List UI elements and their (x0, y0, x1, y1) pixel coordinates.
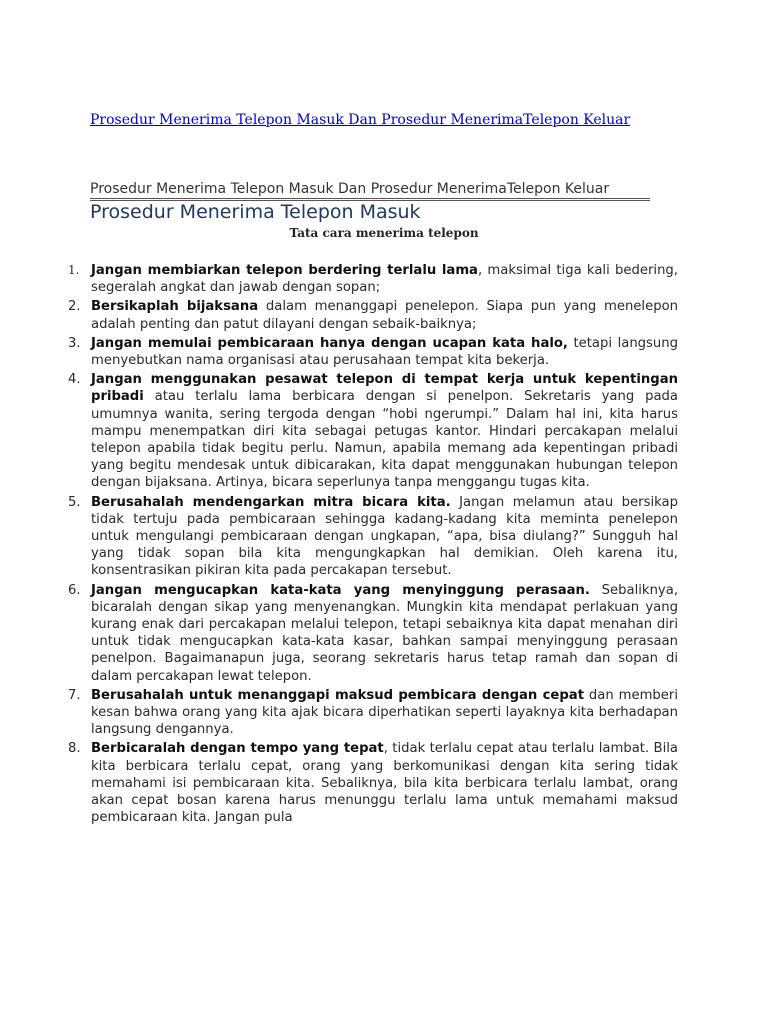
list-item-number: 5. (68, 494, 81, 510)
list-item (68, 371, 678, 491)
list-item-text: , tidak terlalu cepat atau terlalu lambat. Bila kita berbicara terlalu cepat, orang yang berkomunikasi dengan kita sering tidak memahami isi pembicaraan kita. Sebaliknya, bila kita berbicara terlalu lambat, orang akan cepat bosan karena harus menunggu terlalu lama untuk memahami maksud pembicaraan kita. Jangan pula (91, 741, 678, 826)
list-item-text: atau terlalu lama berbicara dengan si penelpon. Sekretaris yang pada umumnya wanita, sering tergoda dengan “hobi ngerumpi.” Dalam hal ini, kita harus mampu menempatkan diri kita sebagai petugas kantor. Hindari percakapan melalui telepon apabila tidak begitu perlu. Namun, apabila memang ada kepentingan pribadi yang begitu mendesak untuk dibicarakan, kita dapat menggunakan hubungan telepon dengan bijaksana. Artinya, bicara seperlunya tanpa menggangu tugas kita. (91, 389, 678, 491)
list-item-lead: Berbicaralah dengan tempo yang tepat (91, 741, 384, 757)
list-item-number: 1. (68, 263, 80, 277)
list-item-text: Sebaliknya, bicaralah dengan sikap yang menyenangkan. Mungkin kita mendapat perlakuan yang kurang enak dari percakapan melalui telepon, tetapi sebaiknya kita dapat menahan diri untuk tidak mengucapkan kata-kata kasar, bahkan sampai menyinggung perasaan penelpon. Bagaimanapun juga, seorang sekretaris harus tetap ramah dan sopan di dalam percakapan lewat telepon. (91, 582, 679, 684)
list-item-lead: Jangan memulai pembicaraan hanya dengan ucapan kata halo, (91, 335, 568, 351)
list-item (68, 262, 678, 296)
list-item-lead: Jangan membiarkan telepon berdering terlalu lama (91, 263, 478, 278)
section-heading: Prosedur Menerima Telepon Masuk (90, 201, 421, 223)
list-item-lead: Bersikaplah bijaksana (91, 299, 259, 315)
list-item (68, 740, 678, 826)
list-item-number: 4. (68, 372, 81, 388)
list-item-text: dan memberi kesan bahwa orang yang kita ajak bicara diperhatikan seperti layaknya kita berhadapan langsung dengannya. (91, 687, 678, 738)
list-item-number: 2. (68, 299, 81, 315)
list-item (68, 494, 678, 580)
list-item-text: Jangan melamun atau bersikap tidak tertuju pada pembicaraan sehingga kadang-kadang kita meminta penelepon untuk mengulangi pembicaraan dengan ungkapan, “apa, bisa diulang?” Sungguh hal yang tidak sopan bila kita mengungkapkan hal demikian. Oleh karena itu, konsentrasikan pikiran kita pada percakapan tersebut. (91, 494, 678, 579)
list-item (68, 582, 678, 685)
list-item-text: tetapi langsung menyebutkan nama organisasi atau perusahaan tempat kita bekerja. (91, 335, 679, 369)
list-item-text: dalam menanggapi penelepon. Siapa pun yang menelepon adalah penting dan patut dilayani dengan sebaik-baiknya; (91, 299, 678, 332)
post-title: Prosedur Menerima Telepon Masuk Dan Prosedur MenerimaTelepon Keluar (90, 181, 650, 201)
list-item-lead: Berusahalah mendengarkan mitra bicara kita. (91, 494, 451, 510)
list-item-number: 3. (68, 335, 81, 351)
list-item (68, 687, 678, 739)
list-item-number: 7. (68, 687, 81, 703)
document-title-link[interactable]: Prosedur Menerima Telepon Masuk Dan Prosedur MenerimaTelepon Keluar (90, 112, 631, 128)
list-item-lead: Jangan mengucapkan kata-kata yang menyinggung perasaan. (91, 582, 590, 598)
list-item (68, 335, 678, 369)
sub-heading: Tata cara menerima telepon (289, 226, 479, 240)
list-item-lead: Jangan menggunakan pesawat telepon di tempat kerja untuk kepentingan pribadi (91, 372, 678, 405)
list-item-lead: Berusahalah untuk menanggapi maksud pembicara dengan cepat (91, 687, 585, 703)
list-item-number: 8. (68, 741, 81, 757)
list-item-text: , maksimal tiga kali bedering, segeralah angkat dan jawab dengan sopan; (91, 263, 678, 296)
procedure-list (68, 262, 678, 829)
list-item-number: 6. (68, 582, 81, 598)
list-item (68, 298, 678, 332)
